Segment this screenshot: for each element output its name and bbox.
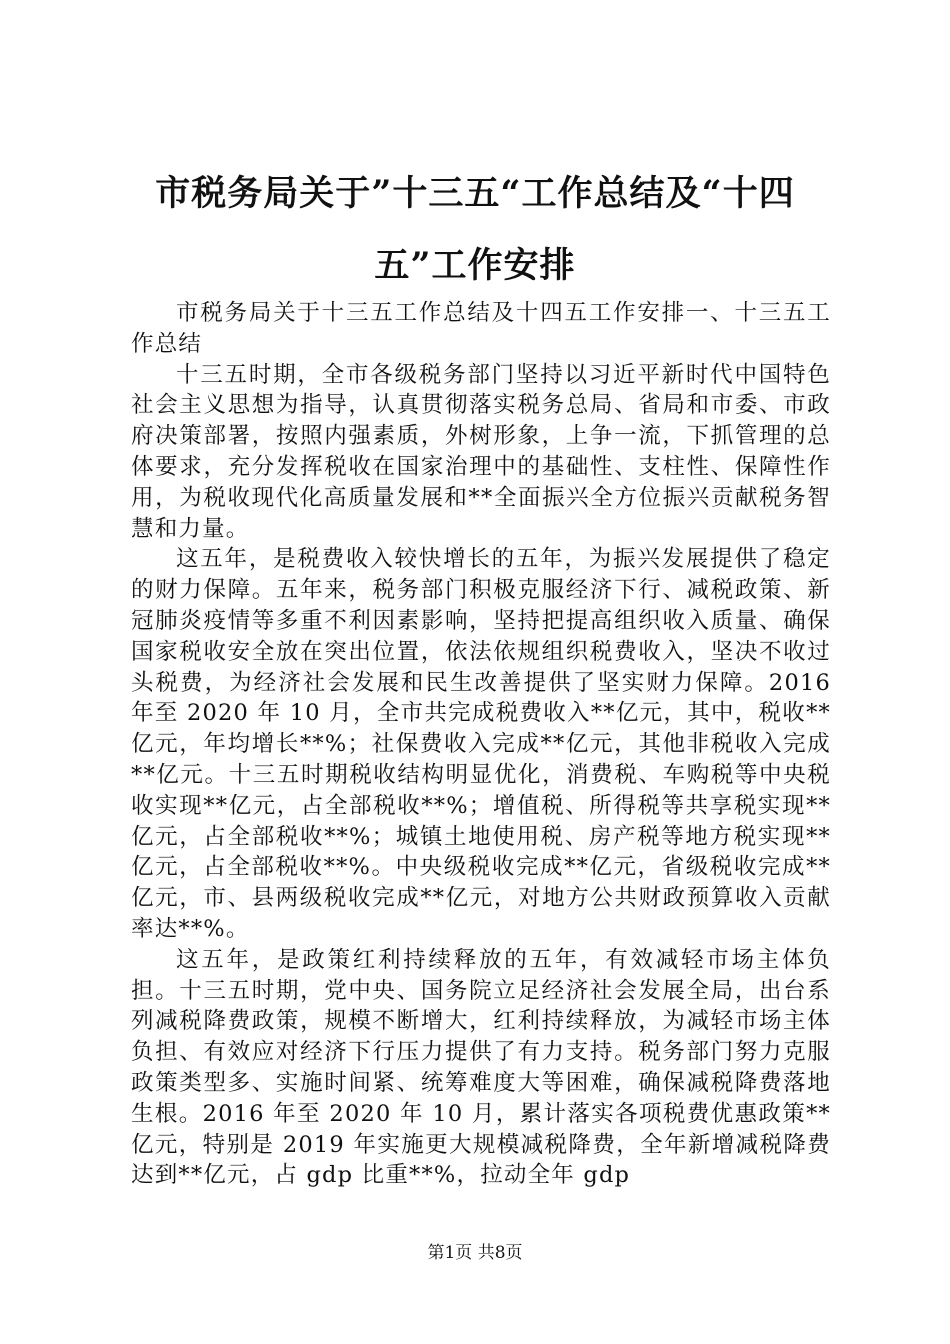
page-number-footer: 第1页 共8页 xyxy=(427,1243,523,1263)
paragraph-intro: 市税务局关于十三五工作总结及十四五工作安排一、十三五工作总结 xyxy=(131,300,831,357)
paragraph-policy: 这五年，是政策红利持续释放的五年，有效减轻市场主体负担。十三五时期，党中央、国务院立足经济社会发展全局，出台系列减税降费政策，规模不断增大，红利持续释放，为减轻市场主体负担、有效应对经济下行压力提供了有力支持。税务部门努力克服政策类型多、实施时间紧、统筹难度大等困难，确保减税降费落地生根。2016 年至 2020 年 10 月，累计落实各项税费优惠政策**亿元，特别是 2019 年实施更大规模减税降费，全年新增减税降费达到**亿元，占 gdp 比重**%，拉动全年 gdp xyxy=(131,946,831,1189)
document-body xyxy=(131,298,831,1191)
paragraph-revenue: 这五年，是税费收入较快增长的五年，为振兴发展提供了稳定的财力保障。五年来，税务部门积极克服经济下行、减税政策、新冠肺炎疫情等多重不利因素影响，坚持把提高组织收入质量、确保国家税收安全放在突出位置，依法依规组织税费收入，坚决不收过头税费，为经济社会发展和民生改善提供了坚实财力保障。2016 年至 2020 年 10 月，全市共完成税费收入**亿元，其中，税收**亿元，年均增长**%；社保费收入完成**亿元，其他非税收入完成**亿元。十三五时期税收结构明显优化，消费税、车购税等中央税收实现**亿元，占全部税收**%；增值税、所得税等共享税实现**亿元，占全部税收**%；城镇土地使用税、房产税等地方税实现**亿元，占全部税收**%。中央级税收完成**亿元，省级税收完成**亿元，市、县两级税收完成**亿元，对地方公共财政预算收入贡献率达**%。 xyxy=(131,546,831,942)
document-title: 市税务局关于”十三五“工作总结及“十四五”工作安排 xyxy=(155,173,795,286)
paragraph-overview: 十三五时期，全市各级税务部门坚持以习近平新时代中国特色社会主义思想为指导，认真贯彻落实税务总局、省局和市委、市政府决策部署，按照内强素质，外树形象，上争一流，下抓管理的总体要求，充分发挥税收在国家治理中的基础性、支柱性、保障性作用，为税收现代化高质量发展和**全面振兴全方位振兴贡献税务智慧和力量。 xyxy=(131,361,831,542)
